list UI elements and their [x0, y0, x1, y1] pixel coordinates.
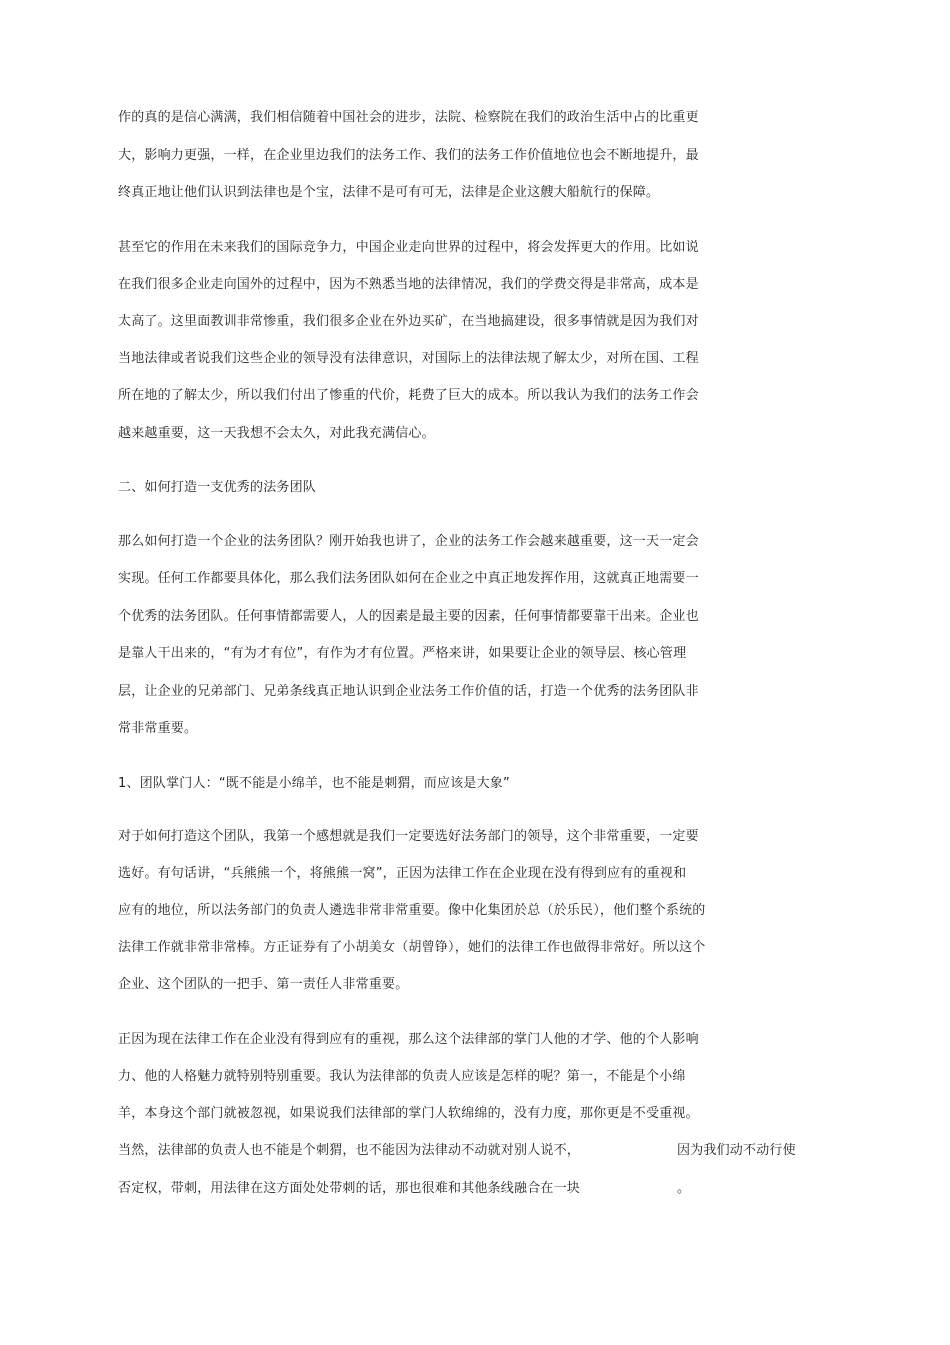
paragraph-4-line-5: 企业、这个团队的一把手、第一责任人非常重要。 [118, 977, 409, 992]
paragraph-4-line-4: 法律工作就非常非常棒。方正证券有了小胡美女（胡曾铮），她们的法律工作也做得非常好。所以这个 [118, 940, 706, 955]
paragraph-2-line-6: 越来越重要，这一天我想不会太久，对此我充满信心。 [118, 426, 435, 441]
paragraph-5-line-1: 正因为现在法律工作在企业没有得到应有的重视，那么这个法律部的掌门人他的才学、他的个人影响 [118, 1032, 699, 1047]
paragraph-3-line-5: 层，让企业的兄弟部门、兄弟条线真正地认识到企业法务工作价值的话，打造一个优秀的法务团队非 [118, 684, 699, 699]
paragraph-5-line-4: 当然，法律部的负责人也不能是个刺猬，也不能因为法律动不动就对别人说不， [118, 1143, 581, 1158]
paragraph-4-line-2: 选好。有句话讲，“兵熊熊一个，将熊熊一窝”，正因为法律工作在企业现在没有得到应有的重视和 [118, 866, 687, 881]
paragraph-2-line-5: 所在地的了解太少，所以我们付出了惨重的代价，耗费了巨大的成本。所以我认为我们的法务工作会 [118, 388, 699, 403]
paragraph-5-line-3: 羊，本身这个部门就被忽视，如果说我们法律部的掌门人软绵绵的，没有力度，那你更是不受重视。 [118, 1106, 699, 1121]
paragraph-3-line-3: 个优秀的法务团队。任何事情都需要人，人的因素是最主要的因素，任何事情都要靠干出来。企业也 [118, 609, 699, 624]
paragraph-3-line-1: 那么如何打造一个企业的法务团队？刚开始我也讲了，企业的法务工作会越来越重要，这一天一定会 [118, 534, 699, 549]
section-heading-2: 二、如何打造一支优秀的法务团队 [118, 480, 317, 495]
paragraph-5-line-5: 否定权，带刺，用法律在这方面处处带刺的话，那也很难和其他条线融合在一块 [118, 1181, 581, 1196]
paragraph-1-line-2: 大，影响力更强，一样，在企业里边我们的法务工作、我们的法务工作价值地位也会不断地提升，最 [118, 148, 699, 163]
paragraph-3-line-4: 是靠人干出来的，“有为才有位”，有作为才有位置。严格来讲，如果要让企业的领导层、核心管理 [118, 646, 687, 661]
paragraph-4-line-1: 对于如何打造这个团队，我第一个感想就是我们一定要选好法务部门的领导，这个非常重要，一定要 [118, 829, 699, 844]
trailing-fragment-2: 。 [677, 1181, 691, 1196]
paragraph-5-line-2: 力、他的人格魅力就特别特别重要。我认为法律部的负责人应该是怎样的呢？第一，不能是个小绵 [118, 1069, 686, 1084]
paragraph-2-line-3: 太高了。这里面教训非常惨重，我们很多企业在外边买矿，在当地搞建设，很多事情就是因为我们对 [118, 314, 699, 329]
paragraph-1-line-1: 作的真的是信心满满，我们相信随着中国社会的进步，法院、检察院在我们的政治生活中占的比重更 [118, 110, 699, 125]
paragraph-2-line-1: 甚至它的作用在未来我们的国际竞争力，中国企业走向世界的过程中，将会发挥更大的作用。比如说 [118, 240, 699, 255]
subheading-1: 1、团队掌门人：“既不能是小绵羊，也不能是刺猬，而应该是大象” [118, 776, 510, 791]
trailing-fragment-1: 因为我们动不动行使 [677, 1143, 796, 1158]
paragraph-2-line-4: 当地法律或者说我们这些企业的领导没有法律意识，对国际上的法律法规了解太少，对所在国、工程 [118, 351, 699, 366]
paragraph-3-line-6: 常非常重要。 [118, 721, 198, 736]
paragraph-1-line-3: 终真正地让他们认识到法律也是个宝，法律不是可有可无，法律是企业这艘大船航行的保障。 [118, 185, 660, 200]
paragraph-4-line-3: 应有的地位，所以法务部门的负责人遴选非常非常重要。像中化集团於总（於乐民），他们整个系统的 [118, 903, 706, 918]
paragraph-3-line-2: 实现。任何工作都要具体化，那么我们法务团队如何在企业之中真正地发挥作用，这就真正地需要一 [118, 571, 699, 586]
paragraph-2-line-2: 在我们很多企业走向国外的过程中，因为不熟悉当地的法律情况，我们的学费交得是非常高，成本是 [118, 277, 699, 292]
